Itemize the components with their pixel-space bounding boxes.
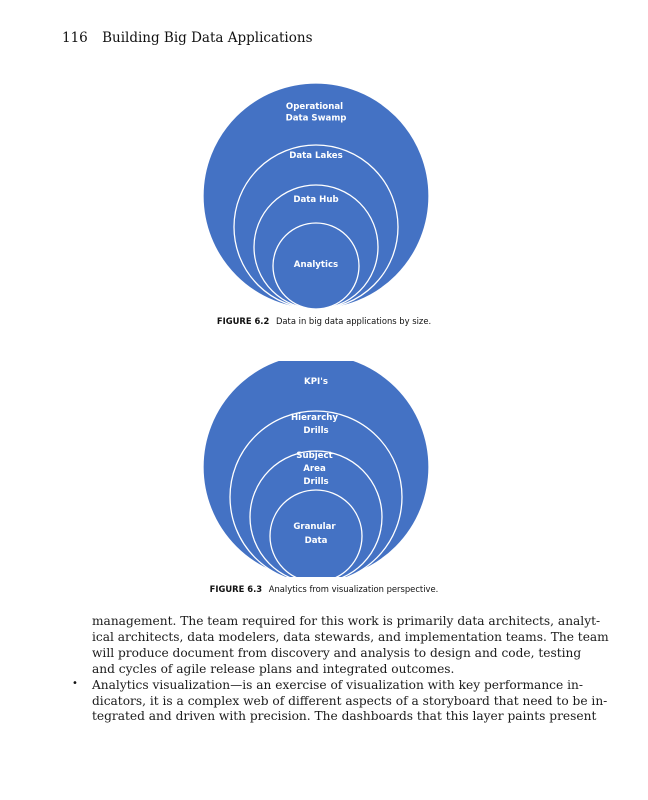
caption-text: Data in big data applications by size.: [275, 316, 432, 326]
figure-label: FIGURE 6.2: [216, 316, 270, 326]
label-analytics: Analytics: [293, 260, 339, 270]
body-paragraph: [92, 614, 609, 725]
label-data-lakes: Data Lakes: [289, 151, 343, 161]
figure-6-2-diagram: [0, 80, 648, 312]
label-data-hub: Data Hub: [293, 195, 339, 205]
circle-granular-data: [270, 490, 362, 577]
caption-text: Analytics from visualization perspective.: [268, 584, 439, 594]
label-hierarchy-drills: Hierarchy Drills: [290, 413, 339, 436]
figure-6-2-caption: [0, 316, 648, 326]
figure-6-3-caption: [0, 584, 648, 594]
book-title: Building Big Data Applications: [102, 30, 313, 46]
figure-6-3-diagram: [0, 361, 648, 577]
text-line: will produce document from discovery and analysis to design and code, testing: [92, 645, 582, 660]
text-line: management. The team required for this work is primarily data architects, analyt-: [92, 614, 601, 628]
bullet-marker: •: [72, 678, 78, 689]
label-granular-data: Granular Data: [293, 522, 336, 546]
label-subject-area-drills: Subject Area Drills: [296, 451, 333, 487]
label-kpis: KPI's: [304, 377, 328, 387]
page-number: 116: [62, 30, 88, 46]
label-operational-data-swamp: Operational Data Swamp: [285, 102, 347, 124]
text-line: and cycles of agile release plans and integrated outcomes.: [92, 661, 455, 676]
text-line: ical architects, data modelers, data stewards, and implementation teams. The team: [92, 629, 609, 644]
figure-label: FIGURE 6.3: [209, 584, 263, 594]
text-line: dicators, it is a complex web of different aspects of a storyboard that need to be in-: [92, 693, 608, 708]
text-line: Analytics visualization—is an exercise of visualization with key performance in-: [92, 677, 583, 692]
running-head: [62, 30, 313, 46]
text-line: tegrated and driven with precision. The dashboards that this layer paints present: [92, 709, 597, 724]
